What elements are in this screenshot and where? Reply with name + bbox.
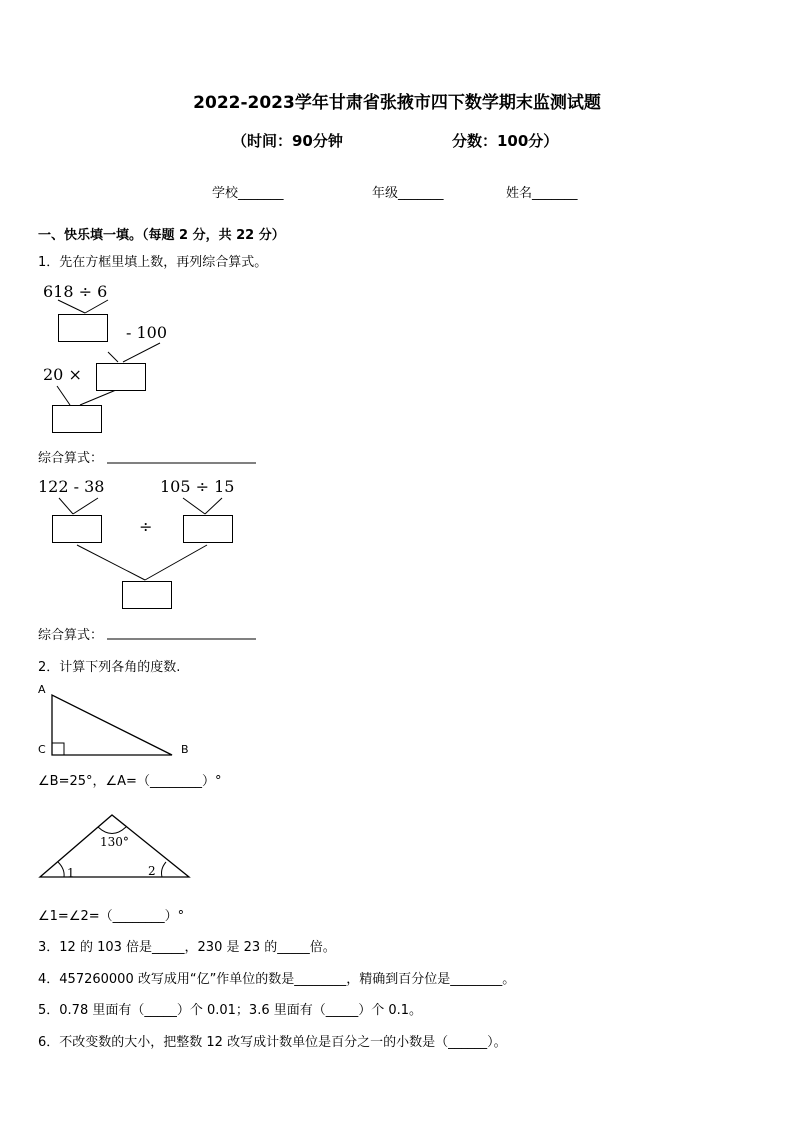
vertex-b-label: B	[181, 743, 189, 756]
vertex-c-label: C	[38, 743, 46, 756]
expr-20-times: 20 ×	[43, 365, 82, 384]
answer-box-1[interactable]	[58, 314, 108, 342]
answer-box-6[interactable]	[122, 581, 172, 609]
question-1-text: 1．先在方框里填上数，再列综合算式。	[38, 255, 268, 270]
question-6-text: 6．不改变数的大小，把整数 12 改写成计数单位是百分之一的小数是（______）。	[38, 1035, 507, 1050]
answer-box-4[interactable]	[52, 515, 102, 543]
angle-1-label: 1	[67, 866, 75, 880]
answer-box-3[interactable]	[52, 405, 102, 433]
vertex-a-label: A	[38, 683, 46, 696]
angle-line-2: ∠1=∠2=（________）°	[38, 909, 185, 924]
expr-122-minus-38: 122 - 38	[38, 477, 105, 496]
grade-field[interactable]: 年级_______	[372, 186, 444, 201]
exam-time: （时间：90分钟	[232, 132, 343, 150]
section-heading: 一、快乐填一填。（每题 2 分，共 22 分）	[38, 228, 285, 243]
formula-label-1: 综合算式：	[38, 451, 104, 466]
angle-2-label: 2	[148, 864, 156, 878]
formula-label-2: 综合算式：	[38, 628, 104, 643]
exam-score: 分数：100分）	[452, 132, 559, 150]
answer-box-2[interactable]	[96, 363, 146, 391]
expr-minus-100: - 100	[126, 323, 168, 342]
name-field[interactable]: 姓名_______	[506, 186, 578, 201]
expr-618-div-6: 618 ÷ 6	[43, 282, 108, 301]
angle-line-1: ∠B=25°，∠A=（________）°	[38, 774, 222, 789]
expr-105-div-15: 105 ÷ 15	[160, 477, 235, 496]
divide-sign: ÷	[139, 517, 153, 536]
question-2-text: 2．计算下列各角的度数.	[38, 660, 181, 675]
page-title: 2022-2023学年甘肃省张掖市四下数学期末监测试题	[193, 93, 601, 113]
question-5-text: 5．0.78 里面有（_____）个 0.01；3.6 里面有（_____）个 0.1。	[38, 1003, 423, 1018]
question-4-text: 4．457260000 改写成用“亿”作单位的数是________，精确到百分位是________。	[38, 972, 516, 987]
question-3-text: 3．12 的 103 倍是_____，230 是 23 的_____倍。	[38, 940, 336, 955]
answer-box-5[interactable]	[183, 515, 233, 543]
school-field[interactable]: 学校_______	[212, 186, 284, 201]
angle-130-label: 130°	[100, 835, 129, 849]
